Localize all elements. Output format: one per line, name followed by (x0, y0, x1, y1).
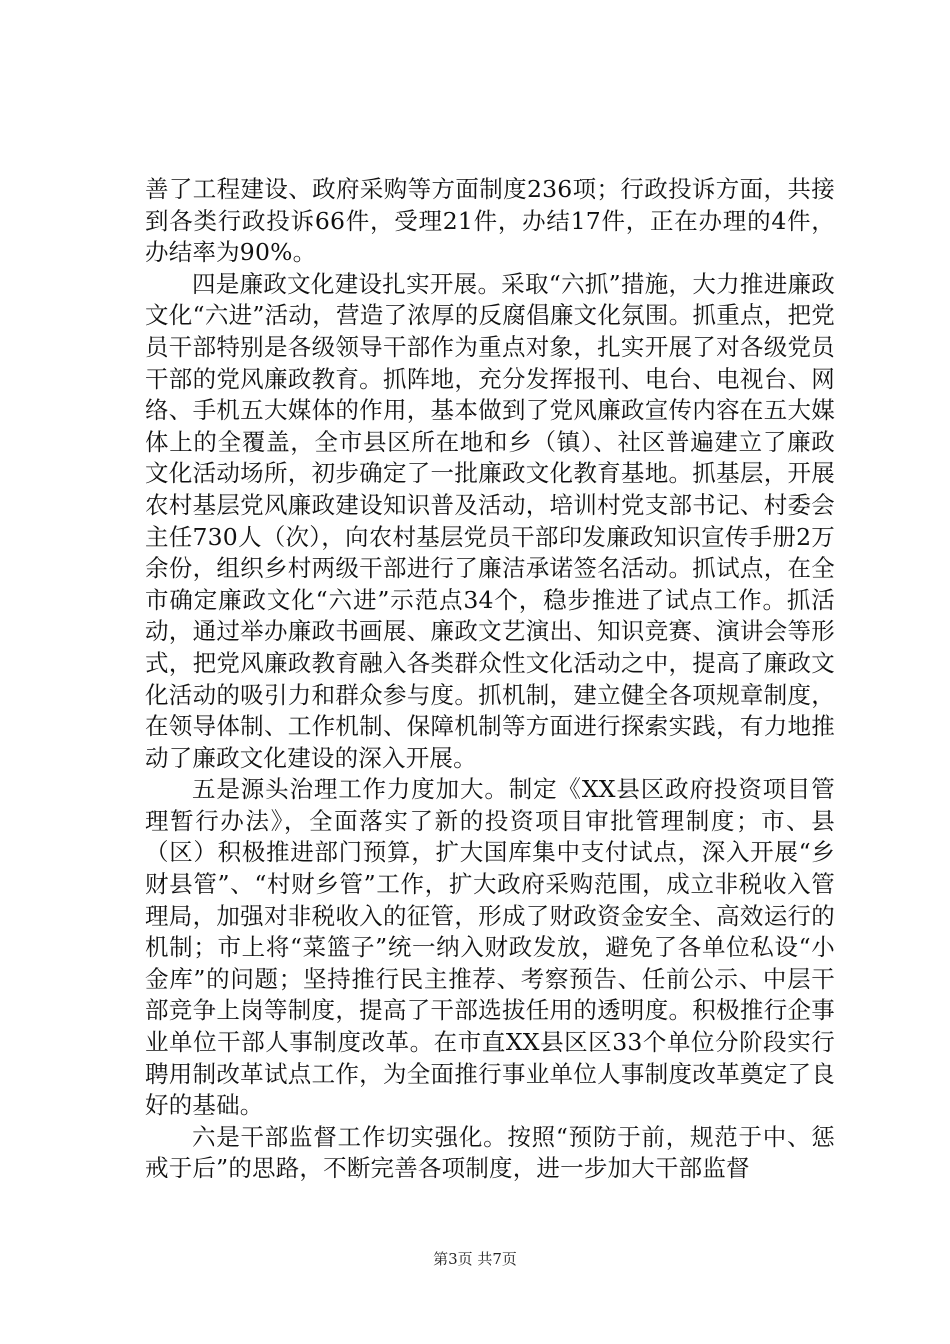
paragraph-six: 六是干部监督工作切实强化。按照“预防于前，规范于中、惩戒于后”的思路，不断完善各项制度，进一步加大干部监督 (145, 1122, 835, 1183)
page-footer: 第3页 共7页 (433, 1250, 517, 1268)
paragraph-continued: 善了工程建设、政府采购等方面制度236项；行政投诉方面，共接到各类行政投诉66件，受理21件，办结17件，正在办理的4件，办结率为90%。 (145, 175, 835, 267)
paragraph-four: 四是廉政文化建设扎实开展。采取“六抓”措施，大力推进廉政文化“六进”活动，营造了浓厚的反腐倡廉文化氛围。抓重点，把党员干部特别是各级领导干部作为重点对象，扎实开展了对各级党员干部的党风廉政教育。抓阵地，充分发挥报刊、电台、电视台、网络、手机五大媒体的作用，基本做到了党风廉政宣传内容在五大媒体上的全覆盖，全市县区所在地和乡（镇）、社区普遍建立了廉政文化活动场所，初步确定了一批廉政文化教育基地。抓基层，开展农村基层党风廉政建设知识普及活动，培训村党支部书记、村委会主任730人（次），向农村基层党员干部印发廉政知识宣传手册2万余份，组织乡村两级干部进行了廉洁承诺签名活动。抓试点，在全市确定廉政文化“六进”示范点34个，稳步推进了试点工作。抓活动，通过举办廉政书画展、廉政文艺演出、知识竞赛、演讲会等形式，把党风廉政教育融入各类群众性文化活动之中，提高了廉政文化活动的吸引力和群众参与度。抓机制，建立健全各项规章制度，在领导体制、工作机制、保障机制等方面进行探索实践，有力地推动了廉政文化建设的深入开展。 (145, 269, 835, 772)
paragraph-five: 五是源头治理工作力度加大。制定《XX县区政府投资项目管理暂行办法》，全面落实了新的投资项目审批管理制度；市、县（区）积极推进部门预算，扩大国库集中支付试点，深入开展“乡财县管”、“村财乡管”工作，扩大政府采购范围，成立非税收入管理局，加强对非税收入的征管，形成了财政资金安全、高效运行的机制；市上将“菜篮子”统一纳入财政发放，避免了各单位私设“小金库”的问题；坚持推行民主推荐、考察预告、任前公示、中层干部竞争上岗等制度，提高了干部选拔任用的透明度。积极推行企事业单位干部人事制度改革。在市直XX县区区33个单位分阶段实行聘用制改革试点工作，为全面推行事业单位人事制度改革奠定了良好的基础。 (145, 775, 835, 1120)
document-body (145, 174, 835, 1185)
